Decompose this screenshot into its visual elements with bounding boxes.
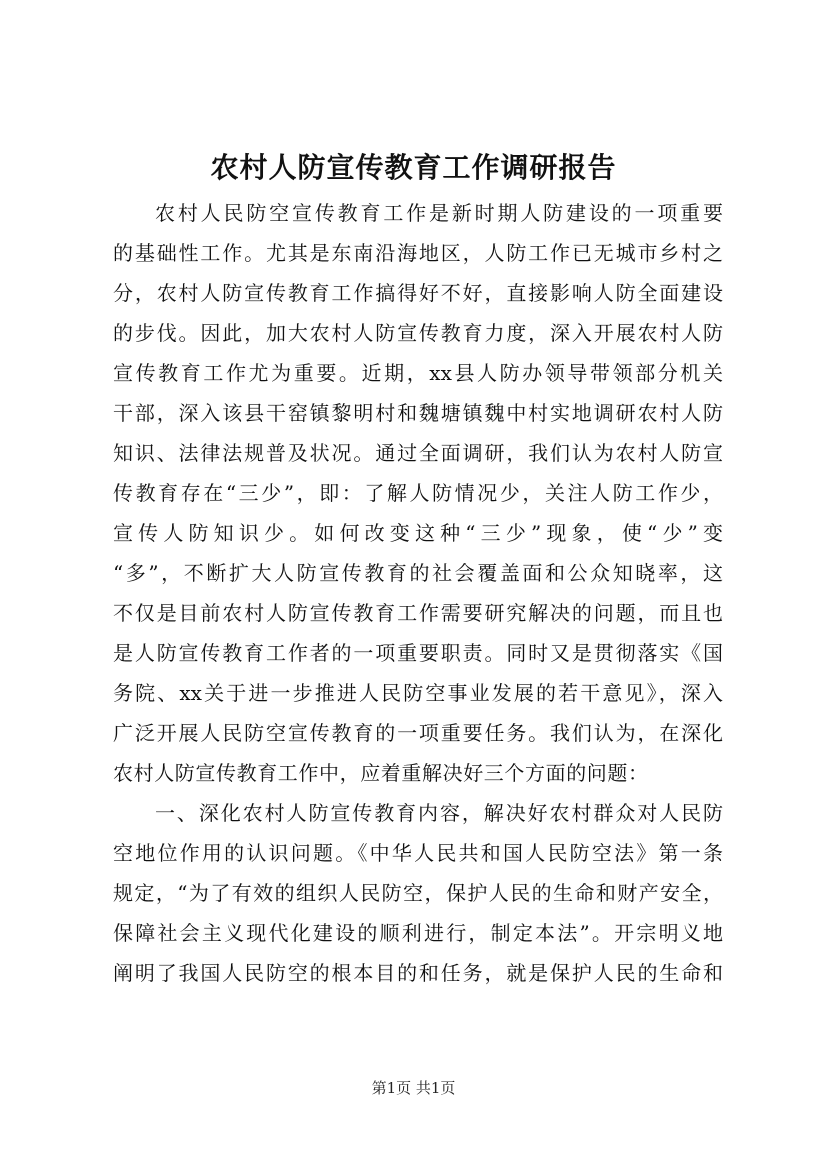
paragraph-line: 不仅是目前农村人防宣传教育工作需要研究解决的问题，而且也 <box>113 601 723 625</box>
paragraph-line: 宣传人防知识少。如何改变这种“三少”现象，使“少”变 <box>113 521 723 545</box>
paragraph-line: 农村人防宣传教育工作中，应着重解决好三个方面的问题： <box>113 761 649 785</box>
paragraph-line: 知识、法律法规普及状况。通过全面调研，我们认为农村人防宣 <box>113 441 723 465</box>
paragraph-line: 传教育存在“三少”，即：了解人防情况少，关注人防工作少， <box>113 481 723 505</box>
paragraph-line: 广泛开展人民防空宣传教育的一项重要任务。我们认为，在深化 <box>113 721 723 745</box>
page-number-footer: 第1页 共1页 <box>371 1079 456 1097</box>
paragraph-line: “多”，不断扩大人防宣传教育的社会覆盖面和公众知晓率，这 <box>113 561 723 585</box>
document-title: 农村人防宣传教育工作调研报告 <box>210 151 617 184</box>
paragraph-line: 干部，深入该县干窑镇黎明村和魏塘镇魏中村实地调研农村人防 <box>113 401 723 425</box>
paragraph-line: 保障社会主义现代化建设的顺利进行，制定本法”。开宗明义地 <box>113 921 723 945</box>
paragraph-line: 规定，“为了有效的组织人民防空，保护人民的生命和财产安全， <box>113 881 723 905</box>
paragraph-line: 宣传教育工作尤为重要。近期，xx县人防办领导带领部分机关 <box>113 361 723 385</box>
paragraph-line: 分，农村人防宣传教育工作搞得好不好，直接影响人防全面建设 <box>113 281 723 305</box>
paragraph-line: 务院、xx关于进一步推进人民防空事业发展的若干意见》，深入 <box>113 681 723 705</box>
paragraph-line: 农村人民防空宣传教育工作是新时期人防建设的一项重要 <box>155 201 723 225</box>
paragraph-line: 的基础性工作。尤其是东南沿海地区，人防工作已无城市乡村之 <box>113 241 723 265</box>
paragraph-line: 空地位作用的认识问题。《中华人民共和国人民防空法》第一条 <box>113 841 723 865</box>
paragraph-line: 是人防宣传教育工作者的一项重要职责。同时又是贯彻落实《国 <box>113 641 723 665</box>
paragraph-line: 一、深化农村人防宣传教育内容，解决好农村群众对人民防 <box>155 801 723 825</box>
paragraph-line: 的步伐。因此，加大农村人防宣传教育力度，深入开展农村人防 <box>113 321 723 345</box>
paragraph-line: 阐明了我国人民防空的根本目的和任务，就是保护人民的生命和 <box>113 961 723 985</box>
